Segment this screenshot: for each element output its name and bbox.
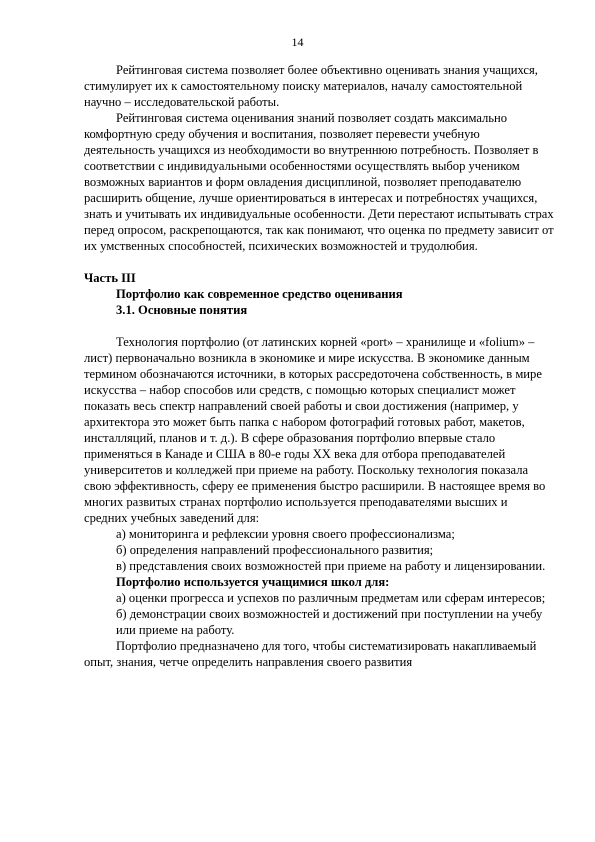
section-title: Портфолио как современное средство оценивания xyxy=(116,287,403,301)
part-heading: Часть III xyxy=(84,271,136,285)
document-body xyxy=(84,62,554,670)
student-use-item: а) оценки прогресса и успехов по различным предметам или сферам интересов; xyxy=(116,591,546,605)
paragraph-rating-benefits: Рейтинговая система оценивания знаний позволяет создать максимально комфортную среду обучения и воспитания, позволяет перевести учебную деятельность учащихся из необходимости во внутреннюю потребность. Позволяет в соответствии с индивидуальными особенностями осуществлять выбор учеником возможных вариантов и форм овладения дисциплиной, позволяет преподавателю расширить общение, лучше ориентироваться в интересах и потребностях учащихся, знать и учитывать их индивидуальные особенности. Дети перестают испытывать страх перед опросом, раскрепощаются, так как понимают, что оценка по предмету зависит от их умственных способностей, психических возможностей и трудолюбия. xyxy=(84,111,554,253)
paragraph-portfolio-technology: Технология портфолио (от латинских корней «port» – хранилище и «folium» – лист) первоначально возникла в экономике и мире искусства. В экономике данным термином обозначаются источники, в которых рассредоточена собственность, в мире искусства – набор способов или средств, с помощью которых специалист может показать весь спектр направлений своей работы и свои достижения (например, у архитектора это может быть папка с набором фотографий готовых работ, макетов, инсталляций, планов и т. д.). В сфере образования портфолио впервые стало применяться в Канаде и США в 80-е годы XX века для отбора преподавателей университетов и колледжей при приеме на работу. Поскольку технология показала свою эффективность, сферу ее применения быстро расширили. В настоящее время во многих развитых странах портфолио используется преподавателями высших и средних учебных заведений для: xyxy=(84,335,546,525)
teacher-use-item: б) определения направлений профессионального развития; xyxy=(116,543,434,557)
paragraph-rating-objectivity: Рейтинговая система позволяет более объективно оценивать знания учащихся, стимулирует их к самостоятельному поиску материалов, началу самостоятельной научно – исследовательской работы. xyxy=(84,63,538,109)
paragraph-portfolio-purpose: Портфолио предназначено для того, чтобы систематизировать накапливаемый опыт, знания, четче определить направления своего развития xyxy=(84,639,537,669)
student-use-item: б) демонстрации своих возможностей и достижений при поступлении на учебу или приеме на работу. xyxy=(116,607,543,637)
page-number: 14 xyxy=(291,35,304,49)
teacher-use-item: а) мониторинга и рефлексии уровня своего профессионализма; xyxy=(116,527,455,541)
teacher-use-item: в) представления своих возможностей при приеме на работу и лицензировании. xyxy=(116,559,546,573)
students-heading: Портфолио используется учащимися школ для: xyxy=(116,575,390,589)
subsection-title: 3.1. Основные понятия xyxy=(116,303,248,317)
